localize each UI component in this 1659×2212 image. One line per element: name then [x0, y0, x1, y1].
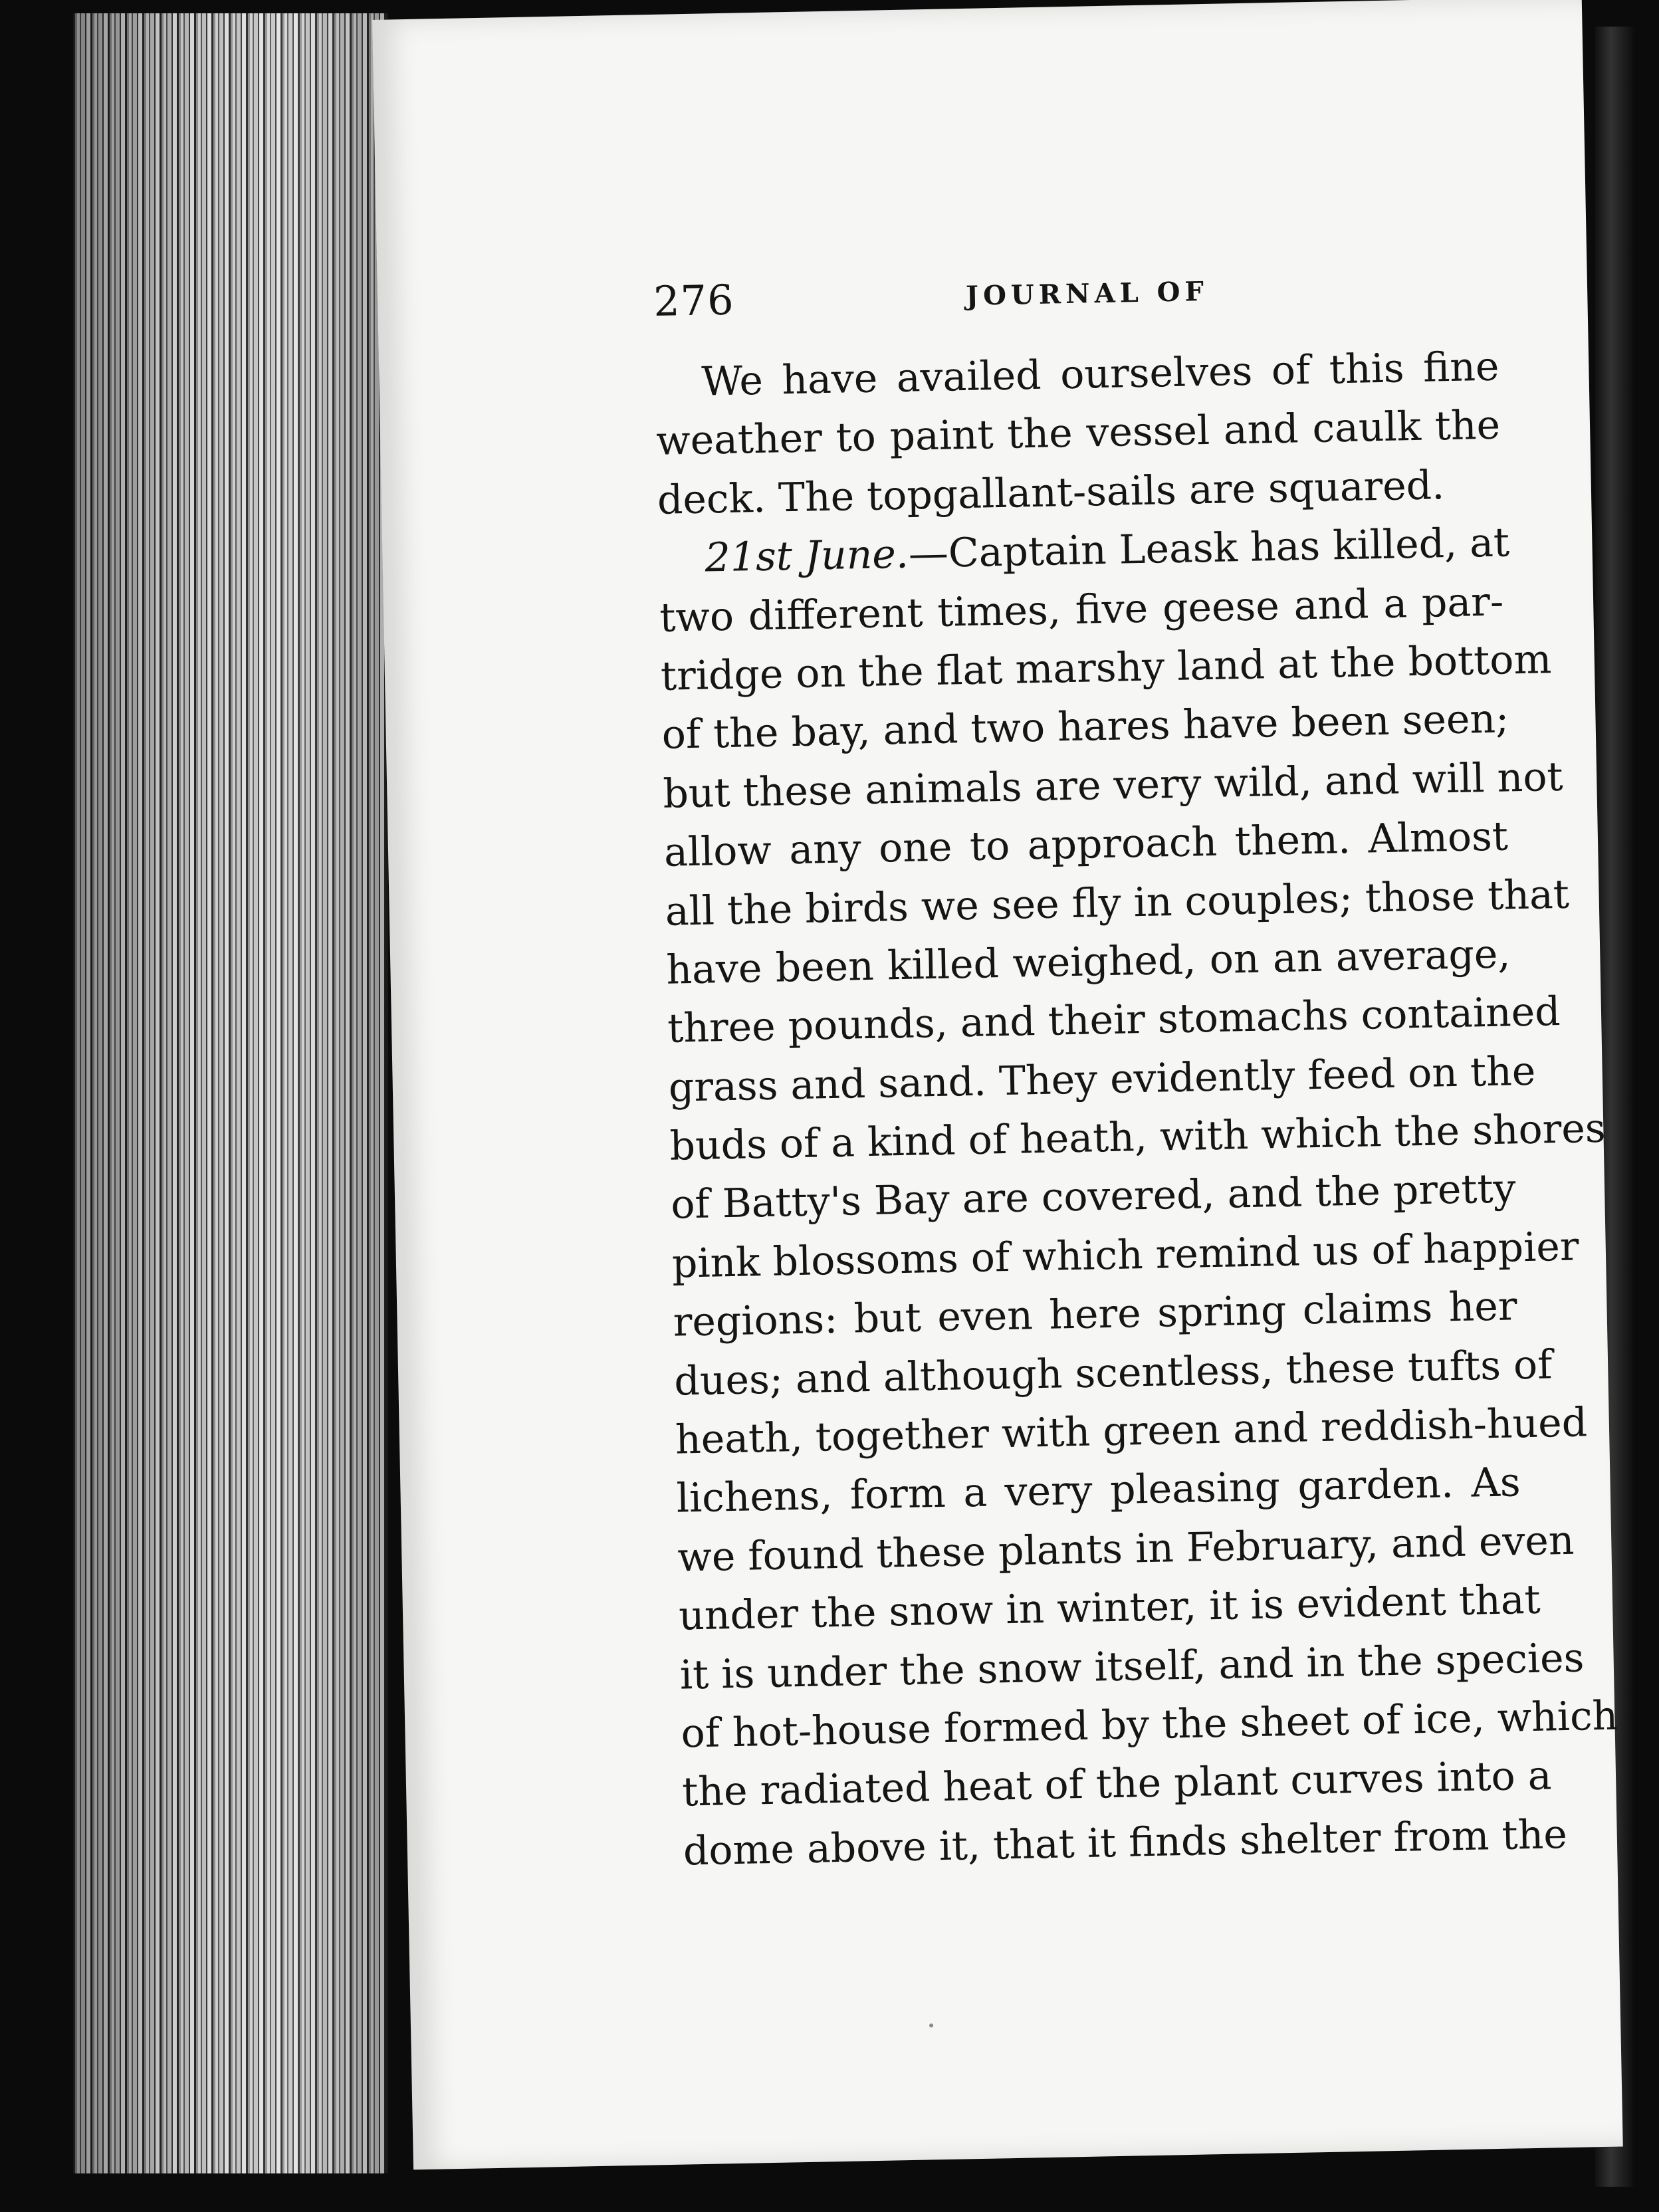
running-head	[653, 261, 1518, 337]
text-line: of the bay, and two hares have been seen;	[661, 695, 1509, 759]
text-line: two different times, five geese and a par-	[659, 578, 1504, 641]
text-line: have been killed weighed, on an average,	[665, 931, 1511, 994]
book-page	[372, 0, 1623, 2169]
text-line: dome above it, that it finds shelter from the	[683, 1811, 1568, 1875]
text-line: three pounds, and their stomachs contained	[667, 988, 1561, 1053]
text-line: it is under the snow itself, and in the species	[679, 1634, 1585, 1699]
text-line: we found these plants in February, and even	[677, 1517, 1575, 1581]
text-line: lichens, form a very pleasing garden. As	[676, 1459, 1521, 1523]
text-line: grass and sand. They evidently feed on the	[668, 1048, 1536, 1111]
text-line: tridge on the flat marshy land at the bottom	[660, 636, 1552, 700]
text-line: under the snow in winter, it is evident that	[678, 1576, 1541, 1640]
page-number: 276	[653, 275, 735, 326]
text-line: deck. The topgallant-sails are squared.	[657, 461, 1445, 524]
dateline-continuation: —Captain Leask has killed, at	[908, 519, 1510, 578]
text-line: dues; and although scentless, these tufts of	[673, 1341, 1553, 1405]
text-line: pink blossoms of which remind us of happier	[671, 1223, 1580, 1287]
text-line: weather to paint the vessel and caulk the	[655, 401, 1501, 465]
dateline: 21st June.	[704, 530, 909, 582]
text-line: the radiated heat of the plant curves into a	[681, 1752, 1553, 1816]
body-text	[655, 338, 1618, 1881]
text-line: of hot-house formed by the sheet of ice, which	[680, 1692, 1618, 1757]
text-line: allow any one to approach them. Almost	[663, 813, 1509, 876]
text-line: of Batty's Bay are covered, and the pretty	[670, 1165, 1517, 1229]
text-line: We have availed ourselves of this fine	[701, 343, 1499, 405]
page-edges-shadow	[73, 13, 386, 2173]
running-title: JOURNAL OF	[965, 275, 1209, 312]
text-line: heath, together with green and reddish-hued	[675, 1399, 1588, 1464]
text-line: buds of a kind of heath, with which the shores	[669, 1105, 1606, 1170]
text-line: regions: but even here spring claims her	[673, 1283, 1518, 1346]
paper-speck	[929, 2023, 933, 2027]
text-line: but these animals are very wild, and will not	[662, 753, 1564, 818]
text-line: all the birds we see fly in couples; those that	[665, 871, 1570, 935]
